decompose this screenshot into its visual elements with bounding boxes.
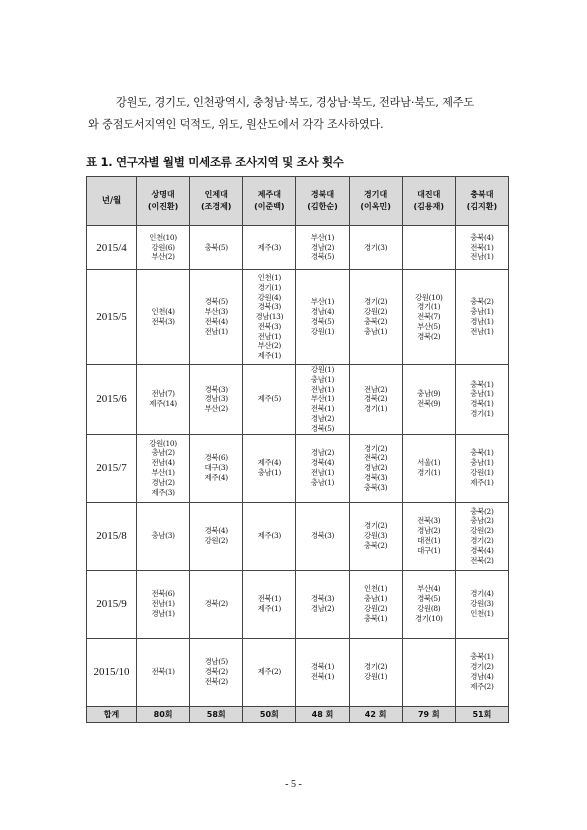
site-entry: 제주(5) [257, 394, 281, 404]
site-entry: 강원(2) [364, 307, 388, 317]
table-cell [243, 570, 296, 638]
corner-header: 년/월 [87, 177, 137, 226]
site-entry: 강원(4) [257, 292, 281, 302]
site-entry: 경북(1) [470, 399, 494, 409]
total-cell: 48 회 [296, 706, 349, 722]
site-entry: 인천(10) [149, 232, 177, 242]
site-entry: 제주(3) [257, 531, 281, 541]
site-entry: 경북(5) [204, 297, 228, 307]
table-cell [296, 502, 349, 570]
site-entry: 강원(10) [149, 438, 177, 448]
site-entry: 경남(3) [204, 394, 228, 404]
site-entry: 경남(4) [470, 672, 494, 682]
table-row [87, 502, 509, 570]
site-entry: 부산(1) [310, 297, 335, 307]
site-entry: 충남(1) [470, 458, 494, 468]
table-cell [190, 270, 243, 365]
site-entry: 충북(1) [470, 379, 494, 389]
site-entry: 전북(1) [310, 404, 335, 414]
table-cell [455, 434, 508, 502]
table-cell [455, 570, 508, 638]
site-entry: 전북(1) [310, 672, 335, 682]
site-entry: 전남(1) [470, 252, 494, 262]
site-entry: 강원(8) [417, 604, 441, 614]
table-cell [190, 570, 243, 638]
site-entry: 충북(4) [470, 232, 494, 242]
site-entry: 대구(3) [204, 463, 228, 473]
month-cell: 2015/7 [87, 434, 137, 502]
site-entry: 인천(1) [364, 584, 388, 594]
table-cell [243, 434, 296, 502]
site-entry: 강원(1) [310, 326, 335, 336]
site-entry: 경북(3) [364, 472, 388, 482]
site-entry: 부산(1) [310, 394, 335, 404]
site-entry: 전남(1) [310, 468, 335, 478]
table-cell [137, 570, 190, 638]
site-entry: 충북(3) [364, 482, 388, 492]
site-entry: 전남(1) [151, 599, 175, 609]
paragraph-line-1: 강원도, 경기도, 인천광역시, 충청남·북도, 경상남·북도, 전라남·북도, 제주도 [116, 96, 474, 109]
table-cell [402, 434, 455, 502]
site-entry: 대구(1) [417, 545, 441, 555]
site-entry: 경남(4) [310, 307, 335, 317]
table-cell [402, 365, 455, 435]
table-cell [137, 502, 190, 570]
column-header: 상명대 (이진환) [137, 177, 190, 226]
site-entry: 강원(1) [470, 468, 494, 478]
site-entry: 경기(1) [257, 282, 281, 292]
table-cell [349, 502, 402, 570]
site-entry: 부산(2) [151, 252, 175, 262]
site-entry: 경기(3) [364, 242, 388, 252]
table-cell [296, 434, 349, 502]
site-entry: 대전(1) [417, 536, 441, 546]
site-entry: 경남(5) [204, 657, 228, 667]
site-entry: 전북(3) [257, 321, 281, 331]
month-cell: 2015/4 [87, 226, 137, 270]
column-header: 경북대 (김한순) [296, 177, 349, 226]
site-entry: 전북(2) [364, 453, 388, 463]
table-cell [243, 226, 296, 270]
site-entry: 전남(1) [310, 384, 335, 394]
site-entry: 경북(6) [204, 453, 228, 463]
site-entry: 충북(2) [364, 540, 388, 550]
table-cell [296, 570, 349, 638]
site-entry: 경북(5) [417, 594, 441, 604]
site-entry: 경북(2) [204, 667, 228, 677]
site-entry: 충남(2) [470, 516, 494, 526]
site-entry: 충남(1) [310, 477, 335, 487]
table-cell [349, 365, 402, 435]
site-entry: 인천(1) [470, 608, 494, 618]
table-cell [137, 638, 190, 706]
site-entry: 전남(1) [470, 326, 494, 336]
table-row [87, 434, 509, 502]
site-entry: 제주(1) [470, 477, 494, 487]
site-entry: 충남(3) [151, 531, 175, 541]
table-cell [402, 226, 455, 270]
site-entry: 경기(1) [417, 302, 441, 312]
site-entry: 경기(1) [364, 404, 388, 414]
site-entry: 경남(2) [310, 242, 335, 252]
site-entry: 경남(1) [151, 608, 175, 618]
site-entry: 강원(3) [364, 531, 388, 541]
site-entry: 경북(5) [310, 423, 335, 433]
site-entry: 경북(3) [204, 384, 228, 394]
site-entry: 경남(2) [151, 477, 175, 487]
table-cell [137, 226, 190, 270]
site-entry: 경남(13) [255, 312, 284, 322]
table-row [87, 270, 509, 365]
site-entry: 경북(1) [310, 662, 335, 672]
total-cell: 79 회 [402, 706, 455, 722]
site-entry: 전북(2) [204, 676, 228, 686]
site-entry: 전남(4) [151, 458, 175, 468]
site-entry: 충북(2) [470, 506, 494, 516]
month-cell: 2015/10 [87, 638, 137, 706]
table-cell [455, 270, 508, 365]
table-cell [402, 570, 455, 638]
site-entry: 경북(2) [204, 599, 228, 609]
site-entry: 전북(9) [417, 399, 441, 409]
site-entry: 전북(6) [151, 589, 175, 599]
table-cell [243, 638, 296, 706]
site-entry: 서울(1) [417, 458, 441, 468]
site-entry: 전북(2) [470, 555, 494, 565]
month-cell: 2015/5 [87, 270, 137, 365]
site-entry: 경기(4) [470, 589, 494, 599]
site-entry: 경남(2) [364, 463, 388, 473]
site-entry: 전남(7) [151, 389, 175, 399]
table-cell [349, 570, 402, 638]
site-entry: 부산(3) [204, 307, 228, 317]
site-entry: 전북(1) [470, 242, 494, 252]
site-entry: 전북(7) [417, 312, 441, 322]
table-cell [296, 638, 349, 706]
site-entry: 경북(2) [364, 394, 388, 404]
site-entry: 경북(4) [470, 545, 494, 555]
total-cell: 51회 [455, 706, 508, 722]
total-cell: 42 회 [349, 706, 402, 722]
table-cell [402, 638, 455, 706]
site-entry: 충남(1) [257, 468, 281, 478]
site-entry: 경기(2) [364, 443, 388, 453]
site-entry: 제주(1) [257, 351, 281, 361]
site-entry: 충북(2) [364, 317, 388, 326]
table-row [87, 226, 509, 270]
survey-table [86, 176, 509, 723]
paragraph-line-2: 와 중점도서지역인 덕적도, 위도, 원산도에서 각각 조사하였다. [88, 118, 384, 131]
site-entry: 경남(2) [310, 448, 335, 458]
site-entry: 경남(2) [417, 526, 441, 536]
site-entry: 경북(5) [310, 252, 335, 262]
table-cell [137, 270, 190, 365]
site-entry: 부산(1) [310, 232, 335, 242]
table-cell [402, 502, 455, 570]
site-entry: 강원(2) [364, 604, 388, 614]
table-caption: 표 1. 연구자별 월별 미세조류 조사지역 및 조사 횟수 [86, 155, 344, 169]
site-entry: 제주(14) [149, 399, 177, 409]
site-entry: 경남(2) [310, 413, 335, 423]
month-cell: 2015/6 [87, 365, 137, 435]
site-entry: 제주(4) [204, 472, 228, 482]
site-entry: 전남(1) [257, 331, 281, 341]
site-entry: 충남(1) [470, 307, 494, 317]
table-row [87, 365, 509, 435]
site-entry: 제주(2) [257, 667, 281, 677]
table-cell [190, 365, 243, 435]
site-entry: 제주(2) [470, 681, 494, 691]
site-entry: 경북(5) [310, 317, 335, 326]
total-cell: 80회 [137, 706, 190, 722]
site-entry: 전북(1) [257, 594, 281, 604]
page-number: - 5 - [285, 779, 302, 790]
table-cell [349, 638, 402, 706]
site-entry: 부산(2) [204, 404, 228, 414]
table-cell [402, 270, 455, 365]
site-entry: 충북(1) [364, 613, 388, 623]
site-entry: 부산(1) [151, 468, 175, 478]
site-entry: 강원(2) [470, 526, 494, 536]
site-entry: 경북(2) [417, 331, 441, 341]
table-cell [296, 270, 349, 365]
table-cell [455, 365, 508, 435]
column-header: 제주대 (이준백) [243, 177, 296, 226]
site-entry: 충남(9) [417, 389, 441, 399]
site-entry: 전북(3) [151, 317, 175, 326]
month-cell: 2015/8 [87, 502, 137, 570]
month-cell: 2015/9 [87, 570, 137, 638]
body-paragraph [88, 92, 518, 136]
site-entry: 인천(1) [257, 272, 281, 282]
site-entry: 강원(6) [151, 242, 175, 252]
table-cell [190, 226, 243, 270]
site-entry: 부산(5) [417, 321, 441, 331]
site-entry: 경기(2) [364, 662, 388, 672]
table-cell [455, 638, 508, 706]
site-entry: 경기(2) [470, 536, 494, 546]
site-entry: 충남(1) [310, 374, 335, 384]
table-cell [190, 638, 243, 706]
table-cell [296, 226, 349, 270]
site-entry: 경북(4) [204, 526, 228, 536]
site-entry: 경기(1) [417, 468, 441, 478]
site-entry: 충남(1) [470, 389, 494, 399]
site-entry: 경남(1) [470, 317, 494, 326]
site-entry: 경북(3) [310, 531, 335, 541]
site-entry: 충북(2) [470, 297, 494, 307]
total-row [87, 706, 509, 722]
site-entry: 경기(2) [364, 297, 388, 307]
site-entry: 경남(2) [310, 604, 335, 614]
site-entry: 충북(1) [470, 652, 494, 662]
site-entry: 경기(2) [364, 521, 388, 531]
total-label: 합계 [87, 706, 137, 722]
total-cell: 50회 [243, 706, 296, 722]
table-cell [296, 365, 349, 435]
site-entry: 강원(1) [310, 365, 335, 374]
table-cell [137, 365, 190, 435]
site-entry: 충북(1) [470, 448, 494, 458]
table-cell [243, 502, 296, 570]
table-cell [243, 365, 296, 435]
site-entry: 경기(10) [414, 613, 443, 623]
table-header-row [87, 177, 509, 226]
site-entry: 전북(4) [204, 317, 228, 326]
table-cell [349, 434, 402, 502]
column-header: 대진대 (김용재) [402, 177, 455, 226]
column-header: 인제대 (조경제) [190, 177, 243, 226]
site-entry: 제주(1) [257, 604, 281, 614]
site-entry: 강원(10) [414, 292, 443, 302]
total-cell: 58회 [190, 706, 243, 722]
site-entry: 전남(1) [204, 326, 228, 336]
table-cell [455, 502, 508, 570]
table-cell [137, 434, 190, 502]
site-entry: 인천(4) [151, 307, 175, 317]
site-entry: 경기(2) [470, 662, 494, 672]
site-entry: 충남(1) [364, 326, 388, 336]
site-entry: 경기(1) [470, 409, 494, 419]
site-entry: 경북(4) [310, 458, 335, 468]
table-body [87, 226, 509, 707]
table-cell [349, 226, 402, 270]
site-entry: 경북(3) [257, 302, 281, 312]
site-entry: 부산(2) [257, 341, 281, 351]
site-entry: 강원(2) [204, 536, 228, 546]
table-row [87, 570, 509, 638]
table-cell [455, 226, 508, 270]
site-entry: 경북(3) [310, 594, 335, 604]
site-entry: 충북(5) [204, 242, 228, 252]
site-entry: 충남(2) [151, 448, 175, 458]
table-cell [243, 270, 296, 365]
table-row [87, 638, 509, 706]
column-header: 충북대 (김지환) [455, 177, 508, 226]
site-entry: 강원(3) [470, 599, 494, 609]
table-cell [349, 270, 402, 365]
site-entry: 전북(3) [417, 516, 441, 526]
table-cell [190, 502, 243, 570]
column-header: 경기대 (이옥민) [349, 177, 402, 226]
table-cell [190, 434, 243, 502]
site-entry: 제주(3) [257, 242, 281, 252]
site-entry: 제주(4) [257, 458, 281, 468]
site-entry: 전남(2) [364, 384, 388, 394]
site-entry: 강원(1) [364, 672, 388, 682]
site-entry: 제주(3) [151, 487, 175, 497]
site-entry: 부산(4) [417, 584, 441, 594]
site-entry: 충남(1) [364, 594, 388, 604]
site-entry: 전북(1) [151, 667, 175, 677]
